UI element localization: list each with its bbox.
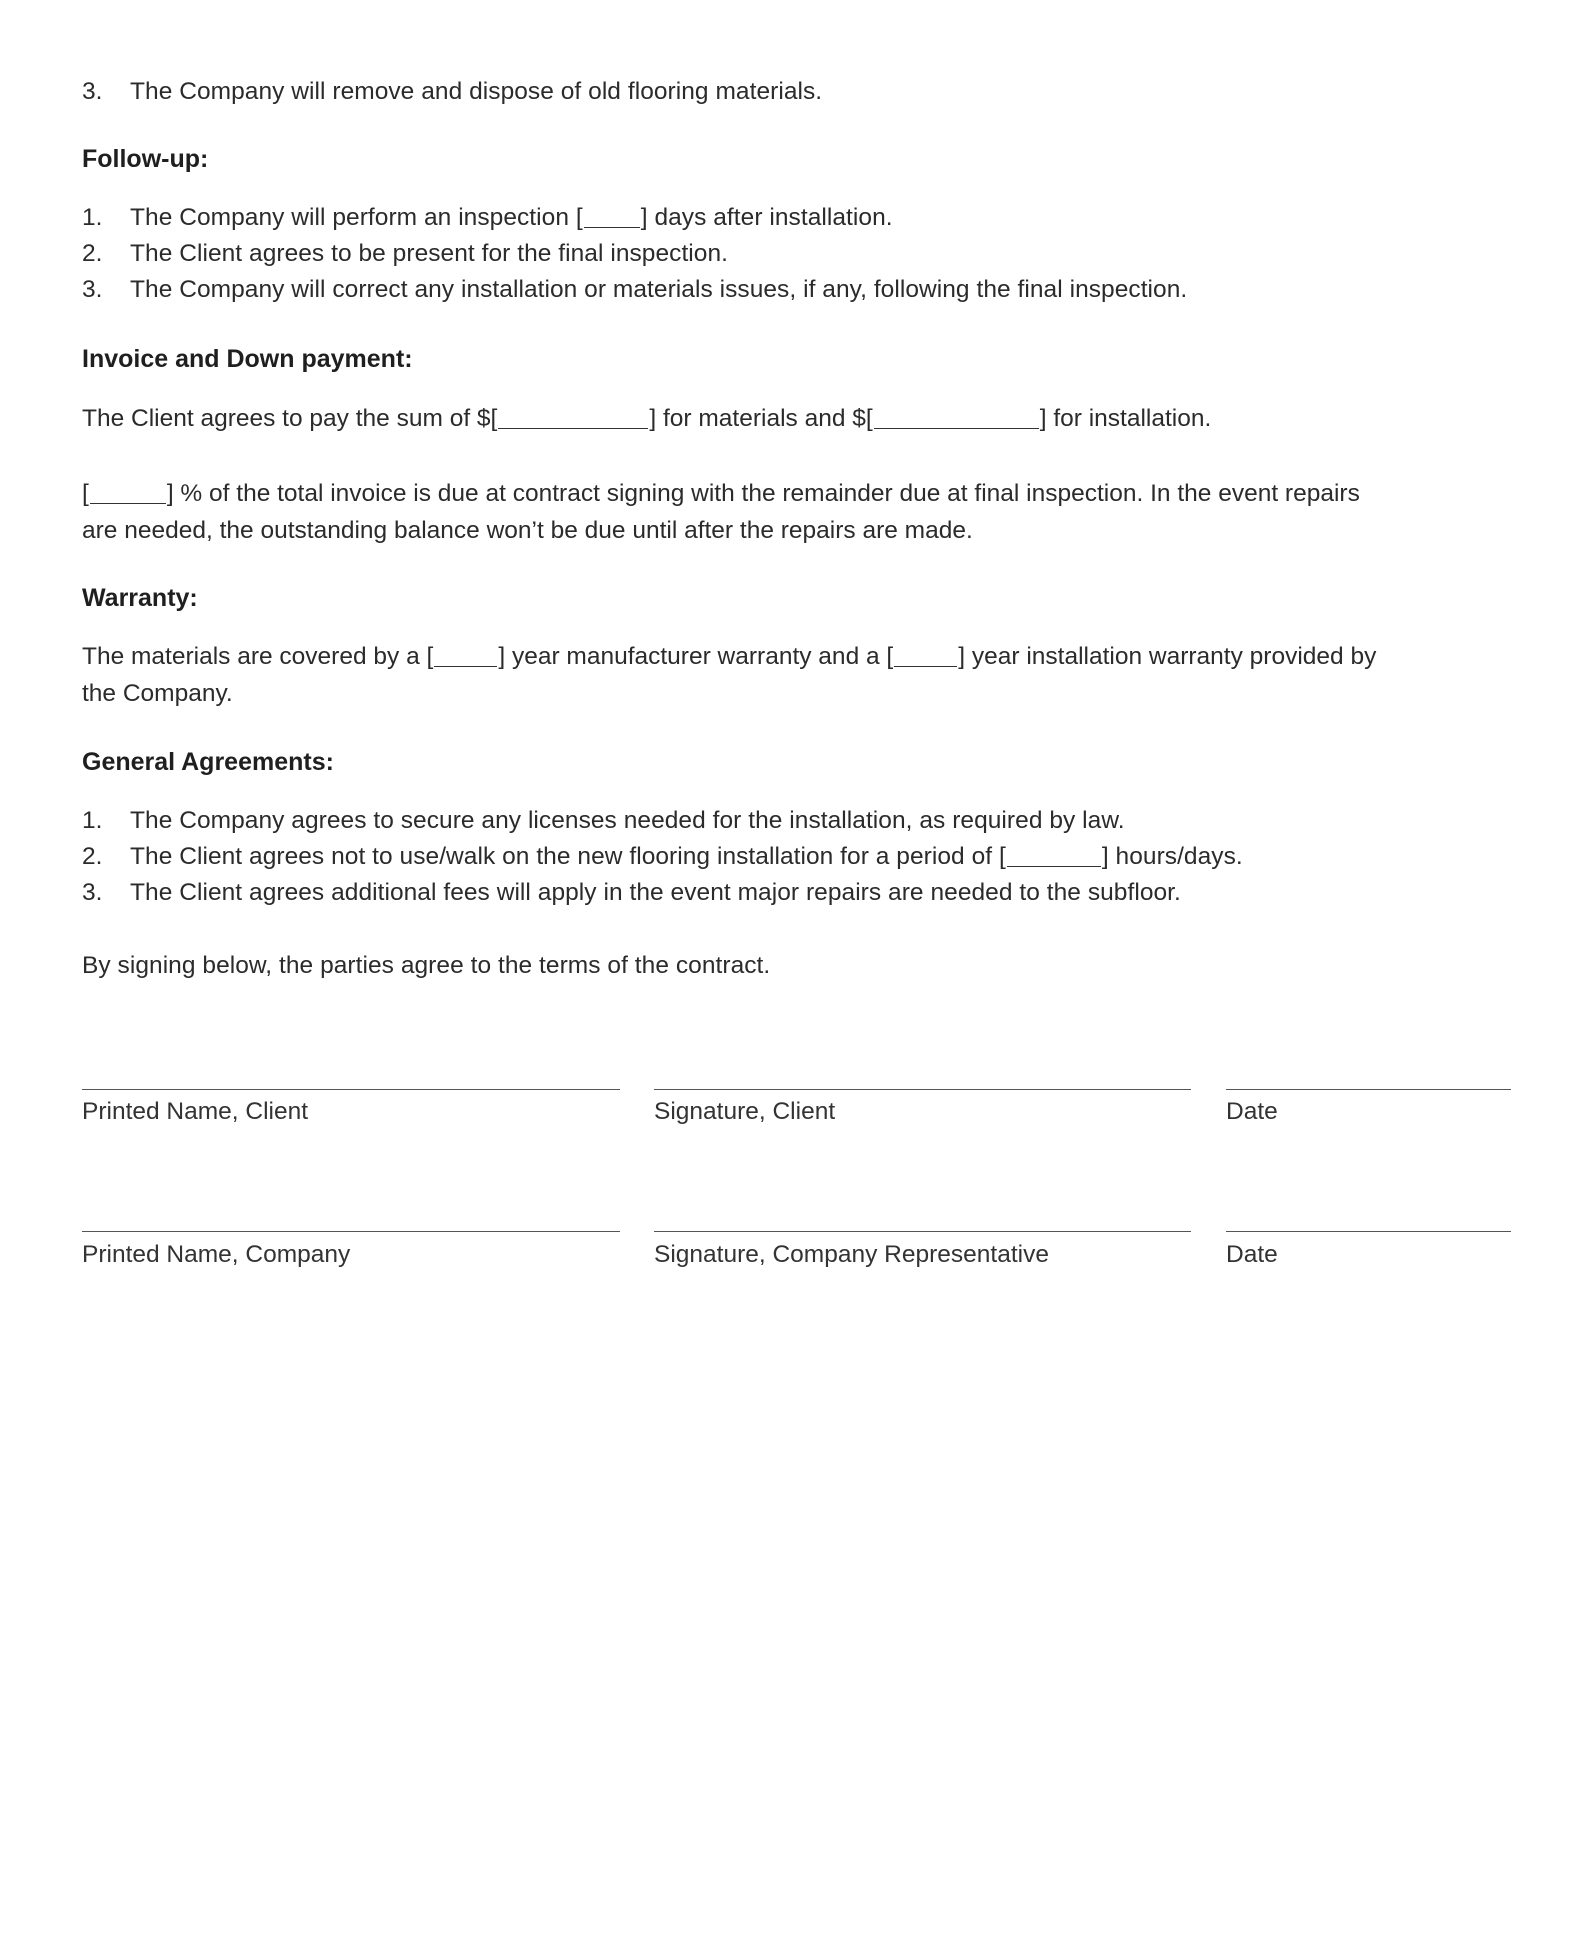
- blank-field-hours-days[interactable]: [1007, 844, 1101, 867]
- list-number: 2.: [82, 240, 103, 267]
- list-number: 3.: [82, 879, 103, 906]
- signature-line-printed-name-client[interactable]: [82, 1089, 620, 1090]
- signature-line-signature-company[interactable]: [654, 1231, 1191, 1232]
- label-date-company: Date: [1226, 1241, 1278, 1268]
- list-text: The Company will correct any installation or materials issues, if any, following the final inspection.: [130, 276, 1188, 303]
- list-item: [0, 200, 1588, 236]
- list-number: 1.: [82, 204, 103, 231]
- blank-field-inspection-days[interactable]: [584, 205, 640, 228]
- section-heading-invoice: Invoice and Down payment:: [82, 345, 413, 373]
- signature-line-date-company[interactable]: [1226, 1231, 1511, 1232]
- list-text: The Client agrees additional fees will apply in the event major repairs are needed to the subfloor.: [130, 879, 1181, 906]
- list-item: [0, 236, 1588, 272]
- signature-line-signature-client[interactable]: [654, 1089, 1191, 1090]
- list-item: [0, 839, 1588, 875]
- signature-line-date-client[interactable]: [1226, 1089, 1511, 1090]
- blank-field-installation-years[interactable]: [894, 644, 957, 667]
- invoice-sum-paragraph: The Client agrees to pay the sum of $[ ] for materials and $[ ] for installation.: [82, 405, 1212, 432]
- list-item: [0, 875, 1588, 911]
- list-text: The Client agrees to be present for the final inspection.: [130, 240, 729, 267]
- list-text: The Company will remove and dispose of old flooring materials.: [130, 78, 823, 105]
- label-date-client: Date: [1226, 1098, 1278, 1125]
- list-text: The Company will perform an inspection [ ] days after installation.: [130, 204, 893, 231]
- label-signature-client: Signature, Client: [654, 1098, 836, 1125]
- closing-statement: By signing below, the parties agree to the terms of the contract.: [82, 952, 771, 979]
- label-printed-name-client: Printed Name, Client: [82, 1098, 309, 1125]
- list-text: The Client agrees not to use/walk on the new flooring installation for a period of [ ] hours/days.: [130, 843, 1243, 870]
- list-number: 2.: [82, 843, 103, 870]
- list-number: 3.: [82, 78, 103, 105]
- blank-field-down-percent[interactable]: [90, 481, 166, 504]
- list-number: 1.: [82, 807, 103, 834]
- list-item: [0, 74, 1588, 110]
- list-number: 3.: [82, 276, 103, 303]
- list-text: The Company agrees to secure any licenses needed for the installation, as required by law.: [130, 807, 1125, 834]
- warranty-paragraph: The materials are covered by a [ ] year manufacturer warranty and a [ ] year installation warranty provided by the Company.: [82, 643, 1377, 707]
- list-item: [0, 272, 1588, 308]
- section-heading-followup: Follow-up:: [82, 145, 209, 173]
- blank-field-installation-amount[interactable]: [874, 406, 1039, 429]
- label-printed-name-company: Printed Name, Company: [82, 1241, 351, 1268]
- signature-line-printed-name-company[interactable]: [82, 1231, 620, 1232]
- section-heading-general: General Agreements:: [82, 748, 334, 776]
- list-item: [0, 803, 1588, 839]
- section-heading-warranty: Warranty:: [82, 584, 198, 612]
- blank-field-manufacturer-years[interactable]: [434, 644, 497, 667]
- blank-field-materials-amount[interactable]: [498, 406, 648, 429]
- label-signature-company: Signature, Company Representative: [654, 1241, 1049, 1268]
- down-payment-paragraph: [ ] % of the total invoice is due at contract signing with the remainder due at final inspection. In the event repairs are needed, the outstanding balance won’t be due until after the repairs are made.: [82, 480, 1360, 544]
